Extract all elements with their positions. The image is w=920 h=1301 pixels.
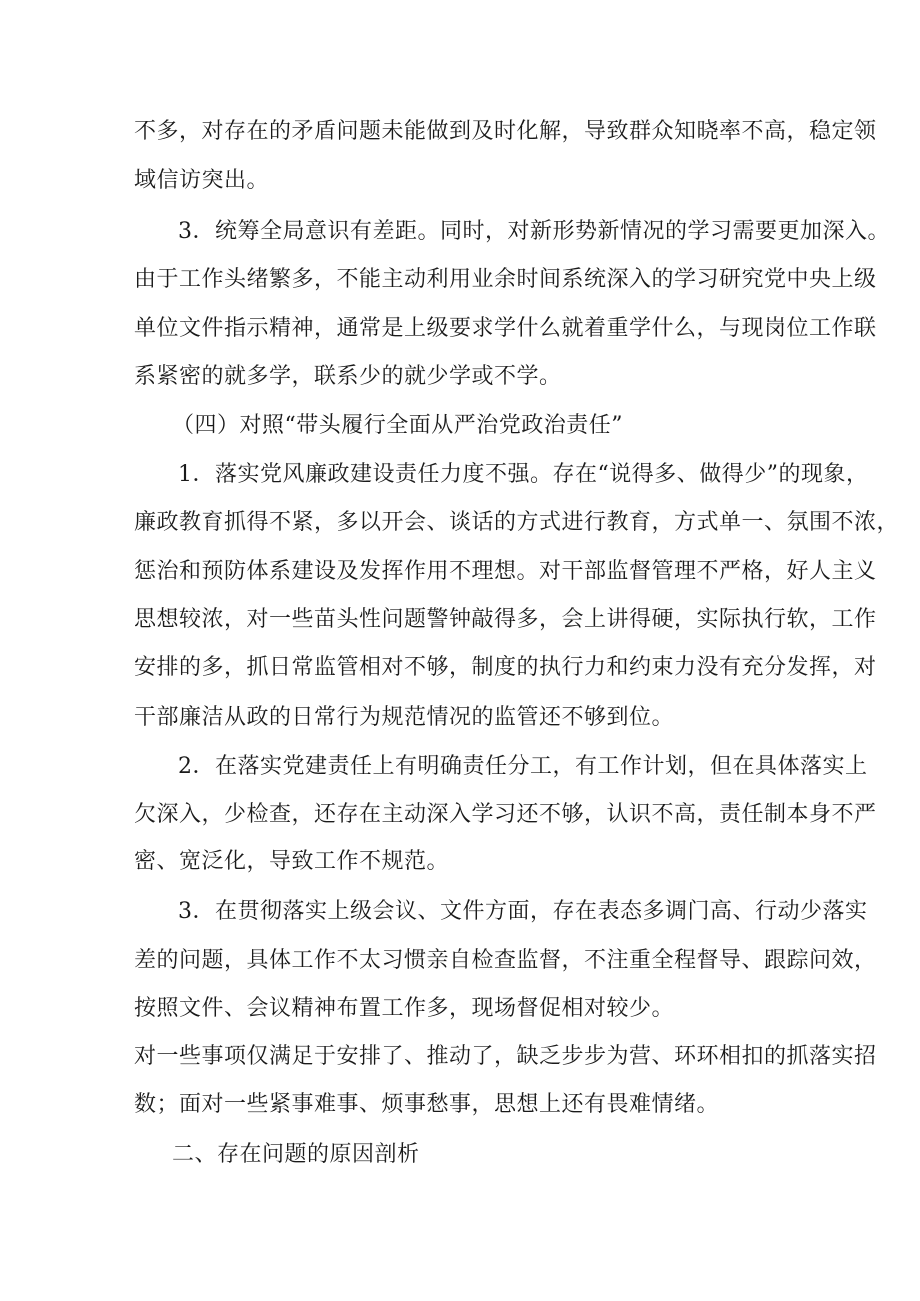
section-heading-4: （四）对照“带头履行全面从严治党政治责任” — [172, 413, 623, 438]
text-line-19: 按照文件、会议精神布置工作多，现场督促相对较少。 — [134, 996, 675, 1021]
text-line-3: 3．统筹全局意识有差距。同时，对新形势新情况的学习需要更加深入。 — [178, 219, 890, 244]
text-line-15: 欠深入，少检查，还存在主动深入学习还不够，认识不高，责任制本身不严 — [134, 802, 877, 827]
text-line-21: 数；面对一些紧事难事、烦事愁事，思想上还有畏难情绪。 — [134, 1092, 720, 1117]
text-line-2: 域信访突出。 — [134, 168, 270, 193]
text-line-20: 对一些事项仅满足于安排了、推动了，缺乏步步为营、环环相扣的抓落实招 — [134, 1044, 877, 1069]
text-line-5: 单位文件指示精神，通常是上级要求学什么就着重学什么，与现岗位工作联 — [134, 316, 877, 341]
text-line-17: 3．在贯彻落实上级会议、文件方面，存在表态多调门高、行动少落实 — [178, 899, 868, 924]
text-line-1: 不多，对存在的矛盾问题未能做到及时化解，导致群众知晓率不高，稳定领 — [134, 119, 877, 144]
section-heading-2: 二、存在问题的原因剖析 — [172, 1142, 420, 1167]
text-line-9: 廉政教育抓得不紧，多以开会、谈话的方式进行教育，方式单一、氛围不浓， — [134, 510, 900, 535]
text-line-18: 差的问题，具体工作不太习惯亲自检查监督，不注重全程督导、跟踪问效， — [134, 948, 877, 973]
text-line-4: 由于工作头绪繁多，不能主动利用业余时间系统深入的学习研究党中央上级 — [134, 267, 877, 292]
text-line-8: 1．落实党风廉政建设责任力度不强。存在“说得多、做得少”的现象， — [178, 462, 869, 487]
text-line-12: 安排的多，抓日常监管相对不够，制度的执行力和约束力没有充分发挥，对 — [134, 655, 877, 680]
text-line-16: 密、宽泛化，导致工作不规范。 — [134, 849, 450, 874]
text-line-13: 干部廉洁从政的日常行为规范情况的监管还不够到位。 — [134, 705, 675, 730]
text-line-6: 系紧密的就多学，联系少的就少学或不学。 — [134, 364, 562, 389]
text-line-10: 惩治和预防体系建设及发挥作用不理想。对干部监督管理不严格，好人主义 — [134, 559, 877, 584]
text-line-11: 思想较浓，对一些苗头性问题警钟敲得多，会上讲得硬，实际执行软，工作 — [134, 607, 877, 632]
text-line-14: 2．在落实党建责任上有明确责任分工，有工作计划，但在具体落实上 — [178, 754, 868, 779]
